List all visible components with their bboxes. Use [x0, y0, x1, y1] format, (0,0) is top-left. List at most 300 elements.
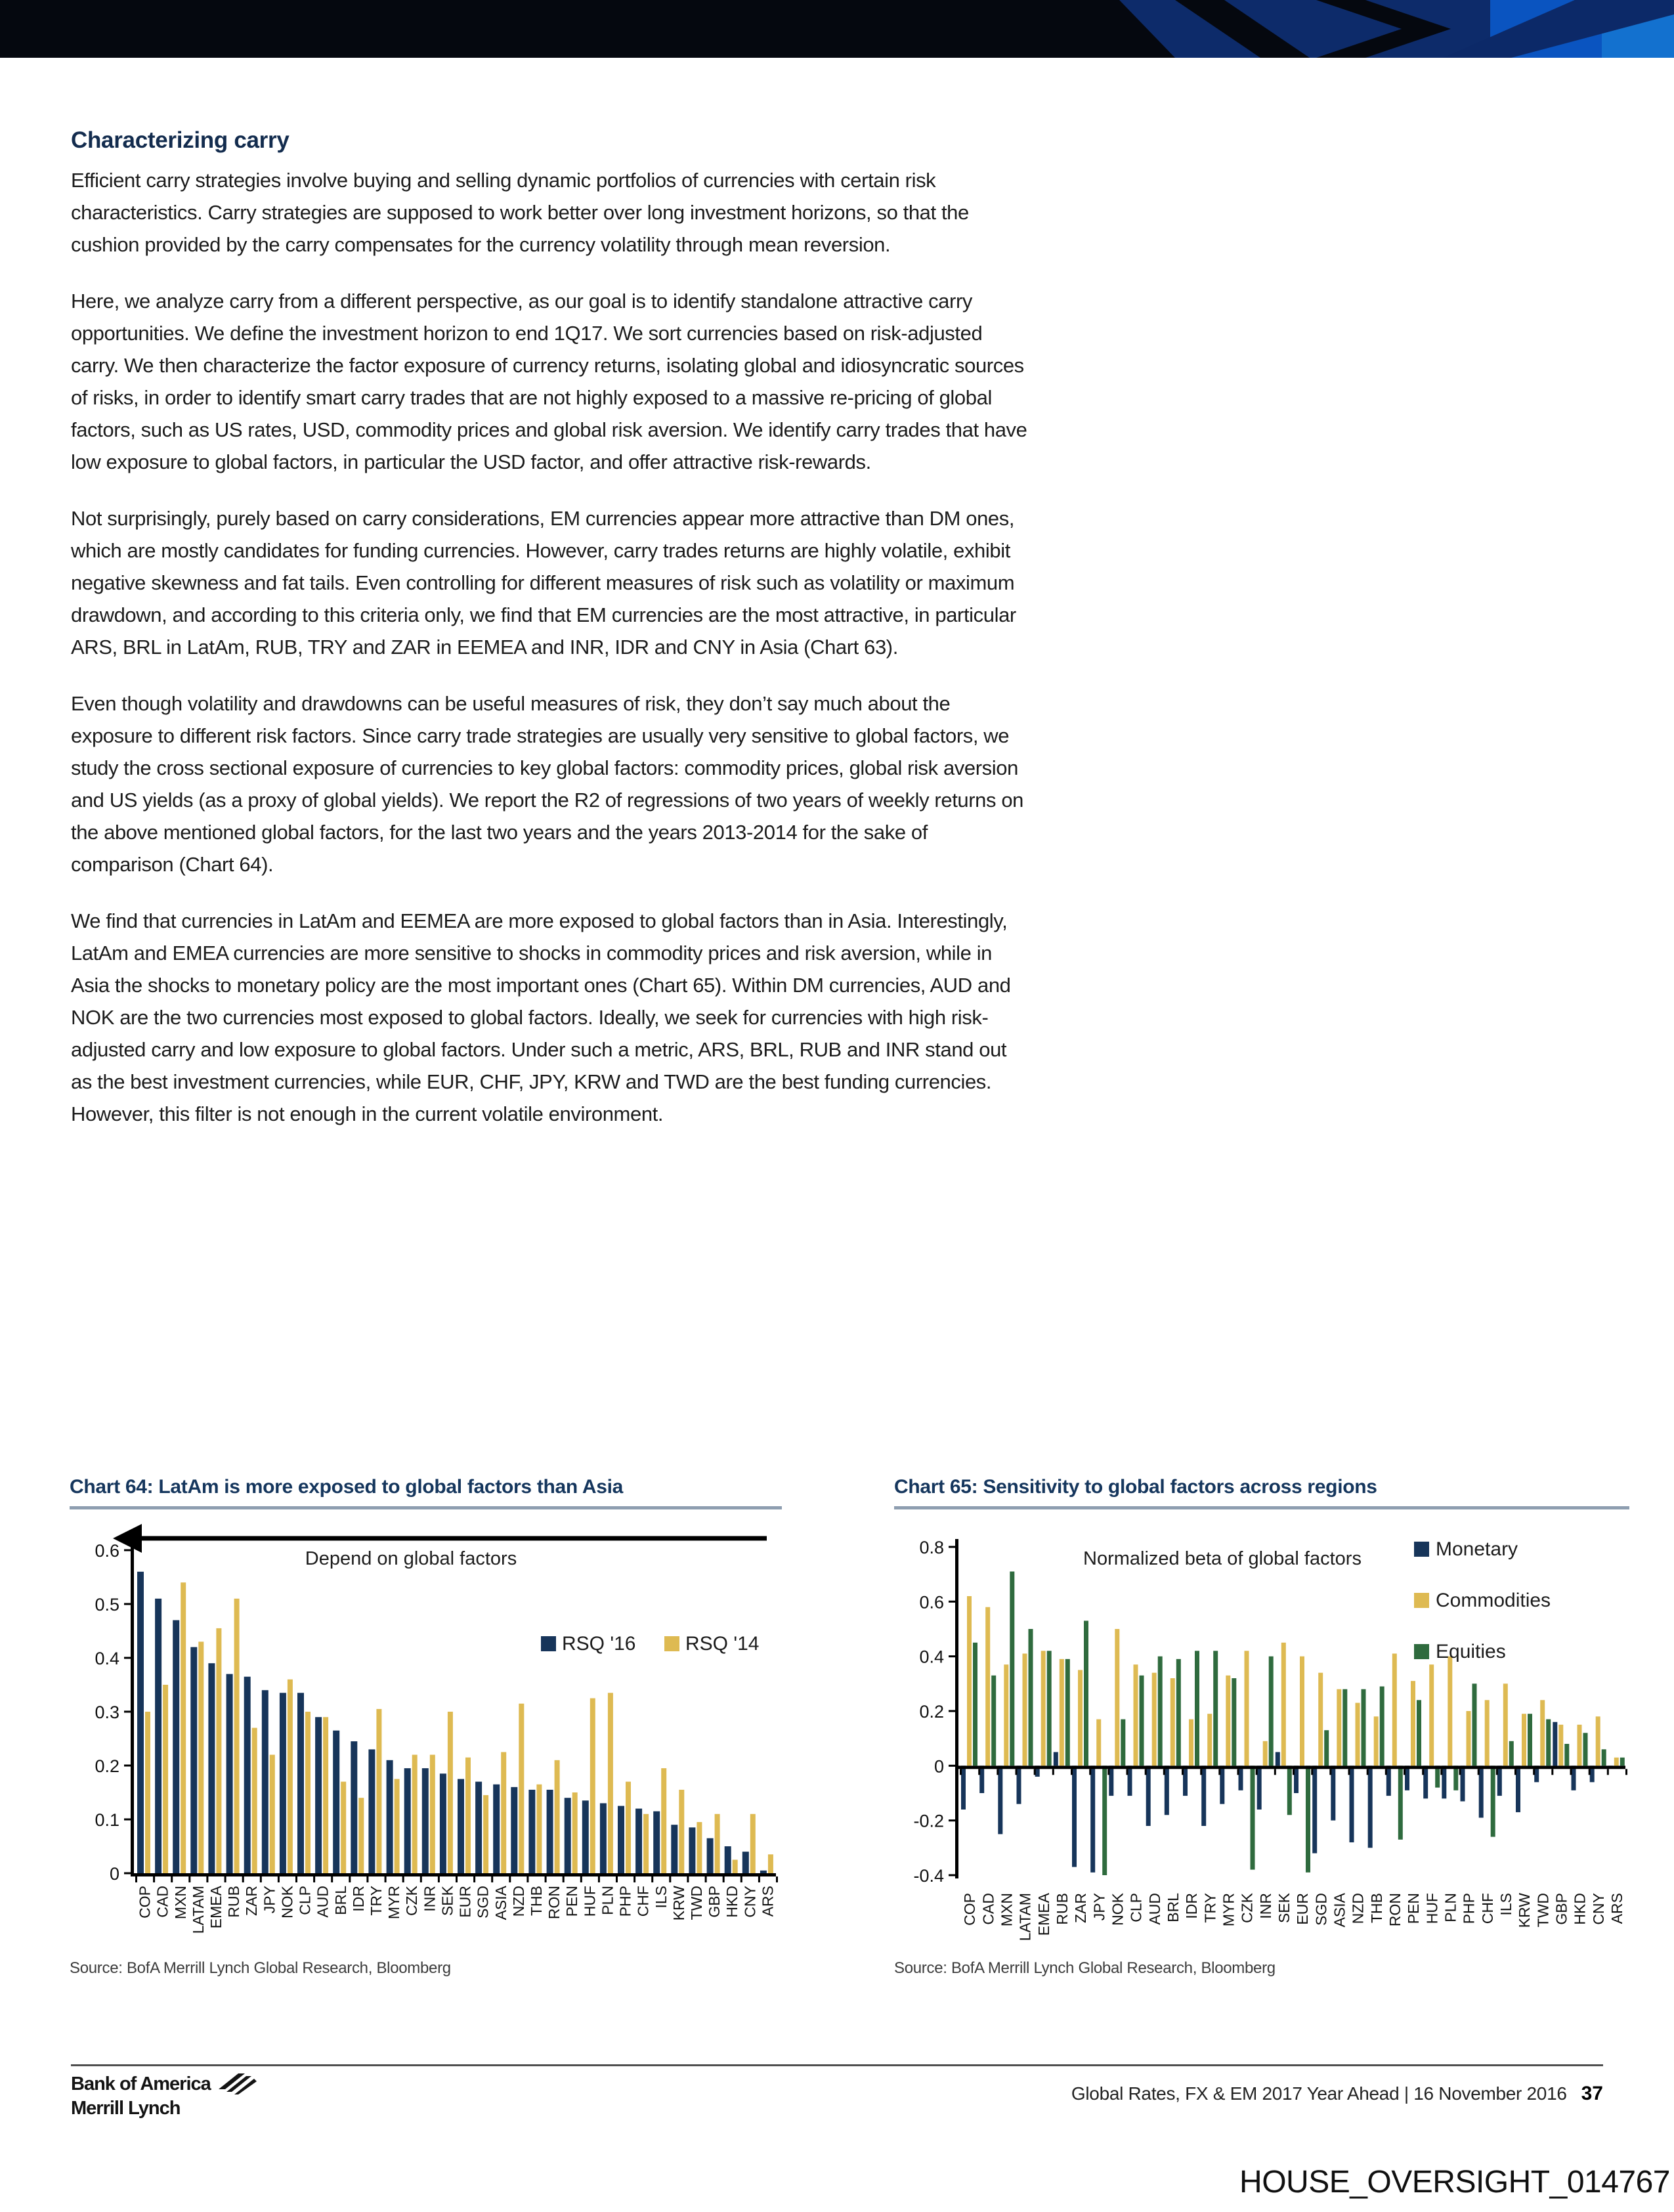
bar: [1176, 1659, 1181, 1766]
bar: [715, 1814, 720, 1873]
brand-line1: Bank of America: [71, 2073, 211, 2094]
y-tick: [949, 1655, 955, 1657]
bar: [1522, 1714, 1526, 1766]
bar: [1269, 1657, 1274, 1766]
x-category-label: COP: [136, 1886, 154, 1919]
x-tick: [1625, 1769, 1627, 1775]
legend-swatch: [541, 1636, 556, 1651]
x-tick: [509, 1876, 511, 1882]
x-category-label: IDR: [1183, 1893, 1201, 1919]
x-tick: [242, 1876, 244, 1882]
legend-label: Equities: [1436, 1641, 1506, 1662]
bar: [333, 1731, 339, 1873]
bar: [234, 1599, 240, 1873]
x-tick: [1533, 1769, 1535, 1775]
bar: [1158, 1657, 1163, 1766]
bar: [1165, 1766, 1169, 1815]
bar: [608, 1693, 613, 1873]
bar: [1226, 1676, 1230, 1766]
bar: [1503, 1683, 1508, 1766]
x-category-label: SGD: [474, 1886, 492, 1919]
bar: [1207, 1714, 1212, 1766]
bar: [1350, 1766, 1354, 1842]
x-tick: [420, 1876, 422, 1882]
x-category-label: AUD: [1146, 1893, 1163, 1925]
x-tick: [723, 1876, 725, 1882]
y-tick-label: 0.4: [95, 1649, 119, 1668]
x-category-label: PHP: [1460, 1893, 1478, 1924]
bar: [1072, 1766, 1077, 1867]
bar: [1386, 1766, 1391, 1796]
bar: [1553, 1722, 1557, 1766]
x-tick: [349, 1876, 351, 1882]
x-category-label: CAD: [979, 1893, 997, 1925]
chart64-title: Chart 64: LatAm is more exposed to global factors than Asia: [70, 1476, 782, 1509]
x-axis: [955, 1766, 1625, 1769]
x-category-label: CZK: [1238, 1893, 1256, 1923]
x-category-label: TWD: [688, 1886, 705, 1920]
x-category-label: NZD: [509, 1886, 527, 1917]
bar: [1461, 1766, 1465, 1801]
bar: [1251, 1766, 1255, 1869]
x-category-label: ZAR: [1072, 1893, 1090, 1923]
legend-swatch: [1414, 1542, 1429, 1557]
publication-title: Global Rates, FX & EM 2017 Year Ahead | 16 November 2016: [1071, 2083, 1567, 2104]
bar: [1183, 1766, 1188, 1796]
publication-line: [1071, 2083, 1603, 2105]
paragraph-2: Here, we analyze carry from a different perspective, as our goal is to identify standalone attractive carry opportunities. We define the investment horizon to end 1Q17. We sort currencies based on risk-adjusted carry. We then characterize the factor exposure of currency returns, isolating global and idiosyncratic sources of risks, in order to identify smart carry trades that are not highly exposed to a massive re-pricing of global factors, such as US rates, USD, commodity prices and global risk aversion. We identify carry trades that have low exposure to global factors, in particular the USD factor, and offer attractive risk-rewards.: [71, 290, 1027, 473]
x-category-label: CNY: [741, 1886, 759, 1918]
bar: [1257, 1766, 1262, 1810]
y-tick-label: 0.6: [95, 1541, 119, 1561]
bar: [155, 1599, 161, 1873]
x-category-label: SGD: [1312, 1893, 1330, 1926]
bar: [697, 1822, 702, 1873]
bofa-flag-icon: [216, 2072, 257, 2096]
x-category-label: PHP: [616, 1886, 634, 1917]
x-category-label: CLP: [1127, 1893, 1145, 1922]
bar: [979, 1766, 984, 1793]
x-tick: [1478, 1769, 1480, 1775]
x-tick: [313, 1876, 315, 1882]
bar: [1312, 1766, 1317, 1853]
bar: [1029, 1629, 1033, 1766]
chart65-block: [894, 1476, 1629, 1978]
x-category-label: PLN: [1442, 1893, 1459, 1922]
x-tick: [1311, 1769, 1313, 1775]
bar: [163, 1685, 168, 1873]
bar: [1614, 1758, 1619, 1766]
y-tick-label: 0.1: [95, 1810, 119, 1830]
bar: [252, 1728, 257, 1873]
y-tick: [949, 1546, 955, 1548]
x-tick: [1052, 1769, 1054, 1775]
bar: [422, 1768, 429, 1873]
bar: [351, 1741, 357, 1873]
header-art: [1083, 0, 1674, 58]
y-tick-label: -0.2: [913, 1811, 944, 1831]
bar: [1497, 1766, 1502, 1796]
x-category-label: CHF: [634, 1886, 652, 1917]
x-tick: [171, 1876, 173, 1882]
bar: [137, 1572, 144, 1873]
legend-swatch: [664, 1636, 679, 1651]
bar: [181, 1582, 186, 1873]
bar: [1054, 1752, 1058, 1766]
x-category-label: ASIA: [1331, 1893, 1348, 1928]
x-category-label: ARS: [759, 1886, 777, 1917]
x-tick: [1274, 1769, 1276, 1775]
x-tick: [366, 1876, 368, 1882]
bar: [440, 1773, 446, 1873]
bar: [173, 1620, 179, 1873]
bar: [358, 1798, 364, 1873]
bar: [270, 1755, 275, 1873]
bar: [323, 1717, 328, 1873]
x-tick: [260, 1876, 262, 1882]
x-tick: [616, 1876, 618, 1882]
x-tick: [651, 1876, 653, 1882]
x-tick: [1200, 1769, 1202, 1775]
legend-swatch: [1414, 1644, 1429, 1659]
x-tick: [331, 1876, 333, 1882]
bar: [465, 1758, 471, 1873]
brand-logo: [71, 2072, 257, 2119]
x-category-label: MYR: [1220, 1893, 1237, 1927]
x-tick: [385, 1876, 387, 1882]
chart-annotation: Depend on global factors: [305, 1548, 517, 1569]
bar: [1485, 1700, 1490, 1766]
x-category-label: CHF: [1478, 1893, 1496, 1924]
x-category-label: EUR: [456, 1886, 474, 1918]
x-category-label: TRY: [1201, 1893, 1219, 1923]
legend-label: RSQ '14: [685, 1633, 760, 1655]
bar: [145, 1712, 150, 1873]
paragraph-5: We find that currencies in LatAm and EEMEA are more exposed to global factors than in Asia. Interestingly, LatAm and EMEA currencies are more sensitive to shocks in commodity prices and risk aversion, while in Asia the shocks to monetary policy are the most important ones (Chart 65). Within DM currencies, AUD and NOK are the two currencies most exposed to global factors. Ideally, we seek for currencies with high risk-adjusted carry and low exposure to global factors. Under such a metric, ARS, BRL, RUB and INR stand out as the best investment currencies, while EUR, CHF, JPY, KRW and TWD are the best funding currencies. However, this filter is not enough in the current volatile environment.: [71, 909, 1011, 1125]
bar: [1602, 1749, 1606, 1766]
x-category-label: CZK: [403, 1886, 421, 1916]
bar: [1239, 1766, 1243, 1790]
bar: [1245, 1651, 1249, 1766]
bar: [341, 1782, 346, 1873]
bar: [1516, 1766, 1520, 1812]
y-tick: [949, 1875, 955, 1876]
y-tick-label: 0.5: [95, 1595, 119, 1615]
bar: [1324, 1730, 1329, 1766]
bar: [1060, 1659, 1064, 1766]
x-category-label: INR: [421, 1886, 439, 1912]
bar: [1453, 1766, 1458, 1790]
x-tick: [1496, 1769, 1498, 1775]
bar: [475, 1782, 482, 1873]
bar: [547, 1790, 553, 1873]
bar: [1374, 1716, 1379, 1766]
x-tick: [278, 1876, 280, 1882]
bar: [1115, 1629, 1119, 1766]
x-category-label: TRY: [368, 1886, 385, 1916]
y-tick: [124, 1765, 131, 1767]
bar: [198, 1641, 204, 1873]
x-category-label: CNY: [1589, 1893, 1607, 1925]
chart64-canvas: [70, 1511, 782, 1952]
chart65-source: Source: BofA Merrill Lynch Global Research, Bloomberg: [894, 1959, 1276, 1977]
bar: [1121, 1720, 1125, 1766]
bar: [1189, 1720, 1193, 1766]
x-tick: [1237, 1769, 1239, 1775]
section-heading: Characterizing carry: [71, 127, 290, 153]
bar: [519, 1704, 524, 1873]
bar: [707, 1838, 714, 1873]
bar: [1417, 1700, 1421, 1766]
bar: [501, 1752, 506, 1874]
bates-stamp: HOUSE_OVERSIGHT_014767: [1239, 2165, 1670, 2200]
x-tick: [669, 1876, 671, 1882]
x-category-label: ILS: [1497, 1893, 1514, 1916]
bar: [555, 1760, 560, 1873]
bar: [733, 1860, 738, 1874]
x-category-label: CAD: [154, 1886, 171, 1918]
bar: [1047, 1651, 1052, 1766]
x-tick: [1145, 1769, 1147, 1775]
bar: [1195, 1651, 1199, 1766]
bar: [1405, 1766, 1409, 1790]
paragraph-4: Even though volatility and drawdowns can be useful measures of risk, they don’t say much about the exposure to different risk factors. Since carry trade strategies are usually very sensitive to global factors, we study the cross sectional exposure of currencies to key global factors: commodity prices, global risk aversion and US yields (as a proxy of global yields). We report the R2 of regressions of two years of weekly returns on the above mentioned global factors, for the last two years and the years 2013-2014 for the sake of comparison (Chart 64).: [71, 692, 1024, 876]
x-category-label: HKD: [723, 1886, 741, 1918]
x-category-label: RON: [546, 1886, 563, 1920]
bar: [1276, 1752, 1280, 1766]
bar: [1620, 1758, 1625, 1766]
bar: [376, 1709, 381, 1873]
x-tick: [776, 1876, 778, 1882]
bar: [1577, 1725, 1582, 1766]
y-tick: [124, 1711, 131, 1713]
x-category-label: IDR: [349, 1886, 367, 1912]
x-tick: [1422, 1769, 1424, 1775]
bar: [511, 1787, 517, 1873]
x-tick: [997, 1769, 998, 1775]
y-tick-label: 0.3: [95, 1702, 119, 1722]
bar: [1128, 1766, 1132, 1796]
x-category-label: INR: [1256, 1893, 1274, 1919]
bar: [1213, 1651, 1218, 1766]
bar: [458, 1779, 464, 1874]
bar: [590, 1699, 595, 1874]
x-category-label: PEN: [563, 1886, 581, 1917]
x-tick: [740, 1876, 742, 1882]
bar: [742, 1852, 749, 1873]
x-category-label: RUB: [1053, 1893, 1071, 1925]
bar: [1429, 1664, 1434, 1766]
x-tick: [1570, 1769, 1572, 1775]
bar: [1342, 1689, 1347, 1766]
bar: [1337, 1689, 1341, 1766]
x-tick: [545, 1876, 547, 1882]
y-tick: [949, 1765, 955, 1767]
bar: [1232, 1678, 1236, 1766]
bar: [643, 1814, 649, 1873]
bar: [305, 1712, 311, 1873]
y-tick-label: 0.8: [919, 1538, 944, 1557]
x-category-label: EUR: [1294, 1893, 1312, 1925]
bar: [768, 1854, 773, 1873]
y-tick: [124, 1657, 131, 1659]
bar: [1306, 1766, 1310, 1873]
bar: [600, 1803, 607, 1873]
bar: [1294, 1766, 1298, 1793]
chart-annotation: Normalized beta of global factors: [1083, 1548, 1362, 1569]
bar: [1140, 1676, 1144, 1766]
bar: [689, 1827, 695, 1873]
x-category-label: KRW: [670, 1886, 687, 1921]
bar: [991, 1676, 996, 1766]
paragraph-3: Not surprisingly, purely based on carry considerations, EM currencies appear more attractive than DM ones, which are mostly candidates for funding currencies. However, carry trades returns are highly volatile, exhibit negative skewness and fat tails. Even controlling for different measures of risk such as volatility or maximum drawdown, and according to this criteria only, we find that EM currencies are the most attractive, in particular ARS, BRL in LatAm, RUB, TRY and ZAR in EEMEA and INR, IDR and CNY in Asia (Chart 63).: [71, 507, 1016, 659]
bar: [1134, 1664, 1138, 1766]
x-category-label: MXN: [998, 1893, 1016, 1927]
bar: [653, 1811, 660, 1873]
x-tick: [1107, 1769, 1109, 1775]
y-axis: [131, 1542, 134, 1876]
x-tick: [1182, 1769, 1184, 1775]
x-tick: [1163, 1769, 1165, 1775]
x-category-label: THB: [1367, 1893, 1385, 1923]
y-axis: [955, 1539, 958, 1878]
chart64-source: Source: BofA Merrill Lynch Global Research, Bloomberg: [70, 1959, 451, 1977]
bar: [1380, 1687, 1384, 1766]
x-tick: [598, 1876, 600, 1882]
x-tick: [1551, 1769, 1553, 1775]
x-tick: [563, 1876, 565, 1882]
x-tick: [705, 1876, 707, 1882]
x-tick: [1089, 1769, 1091, 1775]
x-tick: [1034, 1769, 1036, 1775]
bar: [412, 1755, 418, 1873]
legend-swatch: [1414, 1593, 1429, 1608]
x-tick: [1459, 1769, 1461, 1775]
x-category-label: TWD: [1534, 1893, 1552, 1928]
bar: [967, 1596, 972, 1766]
x-category-label: JPY: [261, 1886, 278, 1914]
y-tick: [124, 1873, 131, 1875]
bar: [1331, 1766, 1335, 1820]
x-tick: [295, 1876, 297, 1882]
x-tick: [438, 1876, 440, 1882]
bar: [572, 1792, 578, 1873]
x-category-label: LATAM: [189, 1886, 207, 1934]
bar: [1583, 1733, 1588, 1766]
legend-label: Monetary: [1436, 1538, 1518, 1560]
x-tick: [687, 1876, 689, 1882]
x-category-label: GBP: [1553, 1893, 1570, 1925]
bar: [404, 1768, 411, 1873]
bar: [288, 1680, 293, 1873]
x-tick: [1127, 1769, 1128, 1775]
legend-label: Commodities: [1436, 1590, 1551, 1611]
x-tick: [225, 1876, 226, 1882]
x-tick: [402, 1876, 404, 1882]
bar: [1084, 1621, 1088, 1766]
bar: [368, 1749, 375, 1873]
y-tick: [124, 1603, 131, 1605]
bar: [1090, 1766, 1095, 1873]
x-tick: [1404, 1769, 1406, 1775]
bar: [973, 1643, 977, 1766]
bar: [1287, 1766, 1292, 1815]
bar: [1017, 1766, 1021, 1804]
y-tick-label: 0: [934, 1756, 944, 1777]
bar: [1362, 1689, 1366, 1766]
bar: [626, 1782, 631, 1873]
x-tick: [978, 1769, 980, 1775]
bar: [985, 1607, 990, 1766]
x-tick: [473, 1876, 475, 1882]
bar: [297, 1693, 304, 1873]
bar: [1472, 1683, 1477, 1766]
bar: [244, 1677, 251, 1873]
x-tick: [153, 1876, 155, 1882]
bar: [1004, 1664, 1008, 1766]
x-tick: [1589, 1769, 1591, 1775]
x-category-label: PEN: [1405, 1893, 1423, 1924]
x-tick: [1348, 1769, 1350, 1775]
x-category-label: HKD: [1571, 1893, 1589, 1925]
y-tick-label: -0.4: [913, 1866, 944, 1886]
brand-line2: Merrill Lynch: [71, 2098, 181, 2119]
bar: [1479, 1766, 1484, 1817]
x-tick: [1440, 1769, 1442, 1775]
bar: [483, 1795, 488, 1873]
x-tick: [1293, 1769, 1295, 1775]
x-category-label: HUF: [581, 1886, 599, 1917]
bar: [1096, 1720, 1101, 1766]
bar: [315, 1717, 322, 1873]
bar: [1411, 1681, 1415, 1766]
bar: [565, 1798, 571, 1873]
bar: [1065, 1659, 1070, 1766]
bar: [1540, 1700, 1545, 1766]
bar: [635, 1809, 642, 1873]
bar: [1318, 1673, 1323, 1766]
bar: [1356, 1703, 1360, 1766]
bar: [1146, 1766, 1151, 1826]
x-category-label: EMEA: [1035, 1893, 1052, 1936]
x-category-label: MYR: [385, 1886, 403, 1920]
bar: [661, 1768, 666, 1873]
bar: [1528, 1714, 1532, 1766]
bar: [1078, 1670, 1083, 1766]
bar: [1300, 1657, 1304, 1766]
x-tick: [491, 1876, 493, 1882]
bar: [1398, 1766, 1403, 1840]
x-axis: [131, 1873, 776, 1876]
x-tick: [758, 1876, 760, 1882]
bar: [448, 1712, 453, 1873]
bar: [618, 1806, 624, 1874]
y-tick: [124, 1550, 131, 1551]
bar: [395, 1779, 400, 1874]
x-tick: [456, 1876, 458, 1882]
y-tick: [949, 1710, 955, 1712]
x-category-label: BRL: [332, 1886, 349, 1915]
bar: [760, 1871, 767, 1873]
x-category-label: THB: [528, 1886, 545, 1916]
x-category-label: KRW: [1516, 1893, 1534, 1928]
y-tick-label: 0.2: [919, 1702, 944, 1722]
x-tick: [1218, 1769, 1220, 1775]
bar: [1467, 1711, 1471, 1766]
bar: [493, 1785, 500, 1873]
x-tick: [1071, 1769, 1073, 1775]
x-tick: [1016, 1769, 1018, 1775]
